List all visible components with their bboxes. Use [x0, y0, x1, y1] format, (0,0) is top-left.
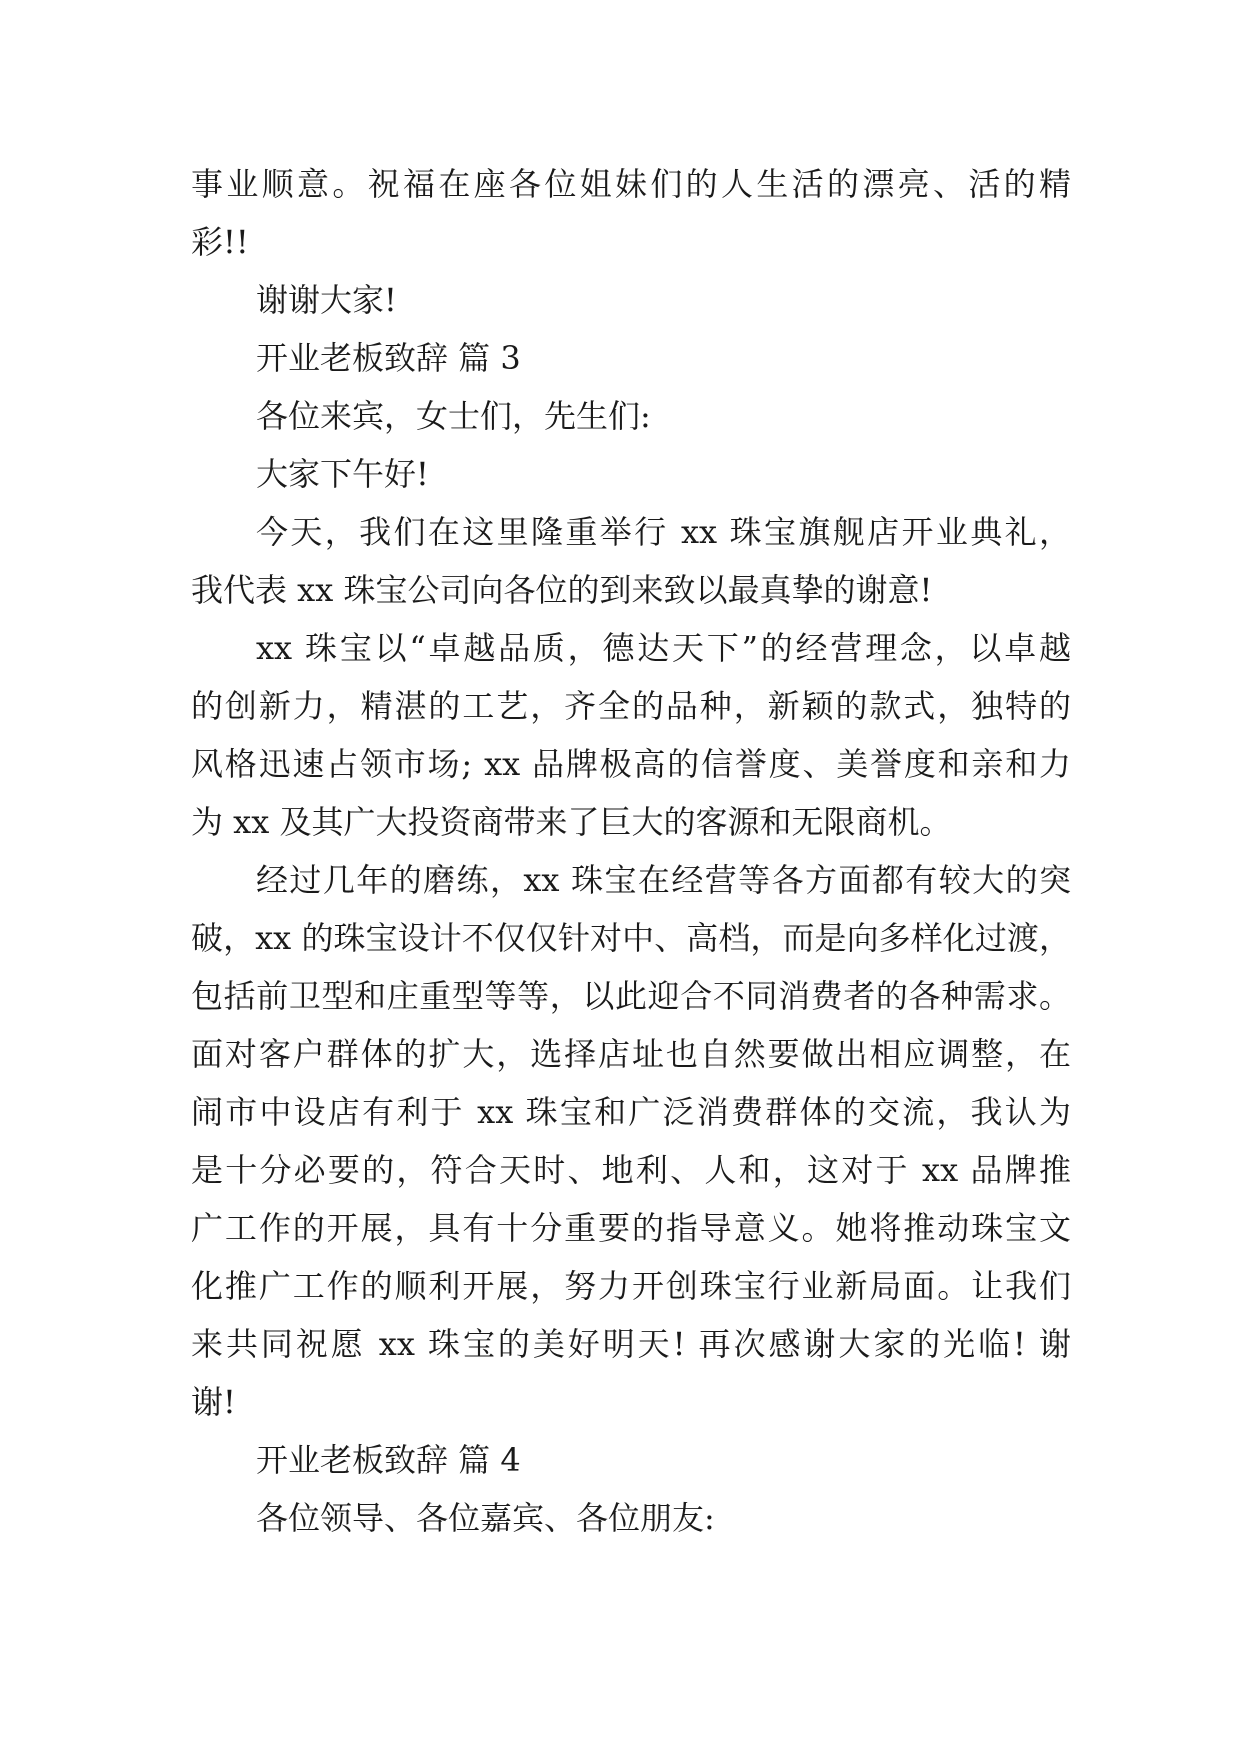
text-line: 化推广工作的顺利开展，努力开创珠宝行业新局面。让我们	[191, 1267, 1071, 1305]
text-line: xx 珠宝以“卓越品质，德达天下”的经营理念，以卓越	[256, 629, 1071, 667]
text-line: 风格迅速占领市场; xx 品牌极高的信誉度、美誉度和亲和力	[191, 745, 1071, 783]
text-line: 经过几年的磨练，xx 珠宝在经营等各方面都有较大的突	[256, 861, 1071, 899]
text-line: 来共同祝愿 xx 珠宝的美好明天! 再次感谢大家的光临! 谢	[191, 1325, 1071, 1363]
text-line: 广工作的开展，具有十分重要的指导意义。她将推动珠宝文	[191, 1209, 1071, 1247]
text-line: 闹市中设店有利于 xx 珠宝和广泛消费群体的交流，我认为	[191, 1093, 1071, 1131]
text-line: 彩!!	[191, 223, 249, 261]
text-line: 谢!	[191, 1383, 236, 1421]
text-line: 谢谢大家!	[256, 281, 397, 319]
text-line: 事业顺意。祝福在座各位姐妹们的人生活的漂亮、活的精	[191, 165, 1071, 203]
text-line: 的创新力，精湛的工艺，齐全的品种，新颖的款式，独特的	[191, 687, 1071, 725]
text-line: 各位领导、各位嘉宾、各位朋友:	[256, 1499, 715, 1537]
section-heading: 开业老板致辞 篇 4	[256, 1441, 521, 1479]
text-line: 包括前卫型和庄重型等等，以此迎合不同消费者的各种需求。	[191, 977, 1071, 1015]
text-line: 面对客户群体的扩大，选择店址也自然要做出相应调整，在	[191, 1035, 1071, 1073]
text-line: 大家下午好!	[256, 455, 429, 493]
text-line: 我代表 xx 珠宝公司向各位的到来致以最真挚的谢意!	[191, 571, 933, 609]
text-line: 为 xx 及其广大投资商带来了巨大的客源和无限商机。	[191, 803, 952, 841]
text-line: 今天，我们在这里隆重举行 xx 珠宝旗舰店开业典礼，	[256, 513, 1071, 551]
text-line: 是十分必要的，符合天时、地利、人和，这对于 xx 品牌推	[191, 1151, 1071, 1189]
text-line: 破，xx 的珠宝设计不仅仅针对中、高档，而是向多样化过渡，	[191, 919, 1071, 957]
text-line: 各位来宾，女士们，先生们:	[256, 397, 651, 435]
section-heading: 开业老板致辞 篇 3	[256, 339, 521, 377]
